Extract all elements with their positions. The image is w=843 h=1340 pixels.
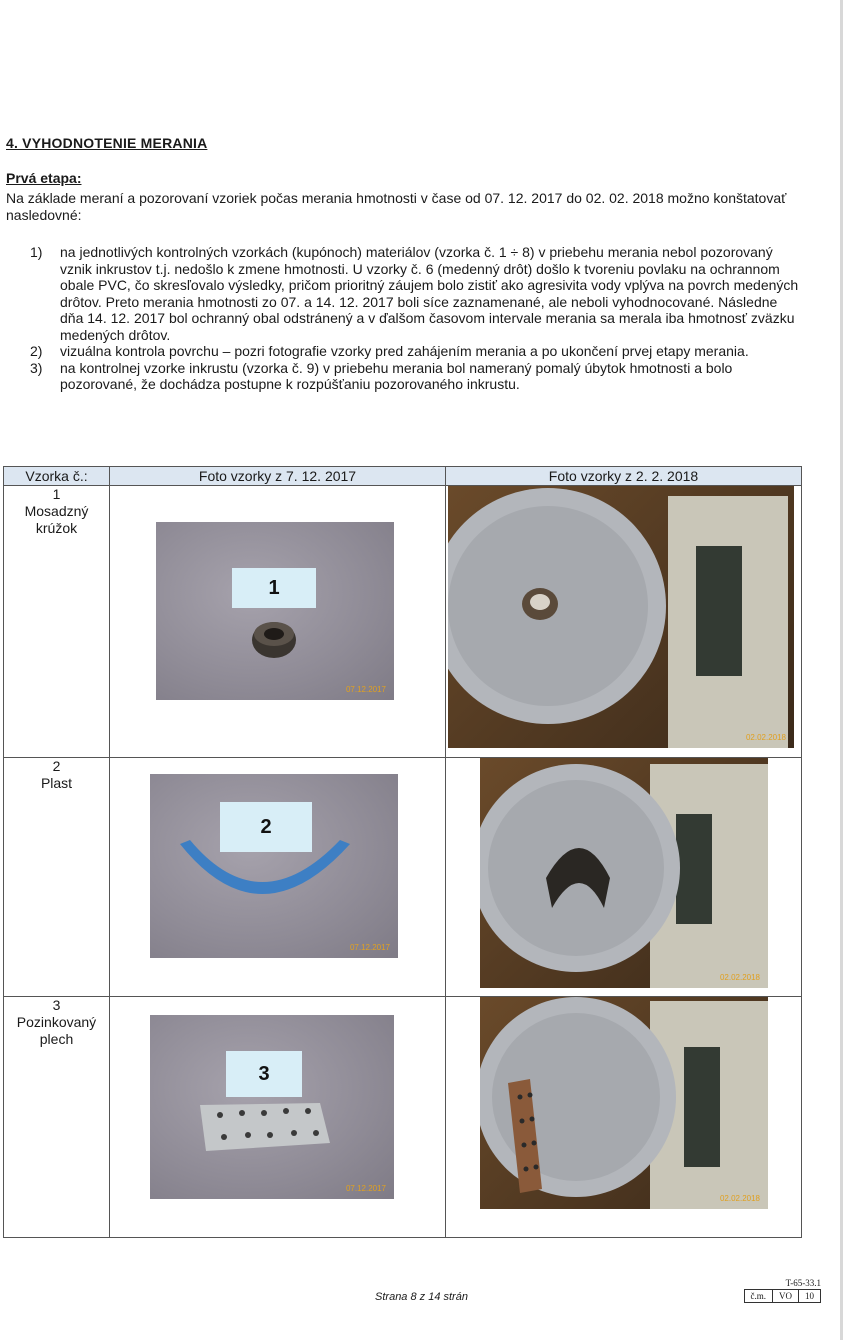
table-row bbox=[4, 486, 802, 758]
sample-photo-after bbox=[480, 758, 768, 988]
photo-after-cell bbox=[446, 486, 802, 758]
finding-text: vizuálna kontrola povrchu – pozri fotografie vzorky pred zahájením merania a po ukončení prvej etapy merania. bbox=[60, 343, 749, 359]
sample-number: 3 bbox=[52, 997, 61, 1013]
photo-before-cell bbox=[110, 758, 446, 997]
intro-paragraph: Na základe meraní a pozorovaní vzoriek počas merania hmotnosti v čase od 07. 12. 2017 do 02. 02. 2018 možno konštatovať nasledovné: bbox=[6, 190, 787, 223]
document-code: T-65-33.1 bbox=[785, 1278, 821, 1288]
sample-photo-after bbox=[480, 997, 768, 1209]
photo-date-stamp: 02.02.2018 bbox=[719, 1194, 760, 1203]
page-number: Strana 8 z 14 strán bbox=[375, 1291, 468, 1303]
sample-photo-before bbox=[150, 774, 398, 958]
photo-date-stamp: 07.12.2017 bbox=[345, 685, 386, 694]
sample-number-card: 1 bbox=[232, 568, 316, 608]
table-row bbox=[4, 758, 802, 997]
sample-number-card: 3 bbox=[226, 1051, 302, 1097]
plastic-strip-shape bbox=[150, 774, 398, 958]
header-sample-number: Vzorka č.: bbox=[4, 467, 110, 486]
photo-date-stamp: 07.12.2017 bbox=[349, 943, 390, 952]
sample-number-card: 2 bbox=[220, 802, 312, 852]
table-header-row bbox=[4, 467, 802, 486]
scale-with-sample-shape bbox=[480, 997, 768, 1209]
sample-number: 2 bbox=[52, 758, 61, 774]
finding-text: na kontrolnej vzorke inkrustu (vzorka č. 9) v priebehu merania bol nameraný pomalý úbytok hmotnosti a bolo pozorované, že dochádza postupne k rozpúšťaniu pozorovaného inkrustu. bbox=[60, 359, 733, 392]
scale-with-sample-shape bbox=[480, 758, 768, 988]
finding-item bbox=[30, 244, 800, 343]
document-code-block bbox=[744, 1278, 822, 1303]
document-code-box bbox=[744, 1289, 822, 1303]
photo-date-stamp: 07.12.2017 bbox=[345, 1184, 386, 1193]
scale-with-sample-shape bbox=[448, 486, 794, 748]
finding-number: 2) bbox=[30, 343, 43, 359]
table-row bbox=[4, 997, 802, 1238]
sample-photo-after bbox=[448, 486, 794, 748]
sample-label-cell bbox=[4, 758, 110, 997]
header-photo-before: Foto vzorky z 7. 12. 2017 bbox=[110, 467, 446, 486]
finding-number: 1) bbox=[30, 244, 43, 260]
sample-name: Plast bbox=[40, 775, 73, 791]
samples-table bbox=[3, 466, 802, 1238]
brass-ring-shape bbox=[156, 522, 394, 700]
photo-date-stamp: 02.02.2018 bbox=[745, 733, 786, 742]
zinc-plate-shape bbox=[150, 1015, 394, 1199]
photo-after-cell bbox=[446, 997, 802, 1238]
finding-text: na jednotlivých kontrolných vzorkách (kupónoch) materiálov (vzorka č. 1 ÷ 8) v priebehu merania nebol pozorovaný vznik inkrustov t.j. nedošlo k zmene hmotnosti. U vzorky č. 6 (medenný drôt) došlo k tvoreniu povlaku na ochrannom obale PVC, čo skresľovalo výsledky, pričom prioritný záujem bolo zistiť ako agresivita vody vplýva na povrch medených drôtov. Preto merania hmotnosti zo 07. a 14. 12. 2017 boli síce zaznamenané, ale neboli vyhodnocované. Následne dňa 14. 12. 2017 bol ochranný obal odstránený a v ďalšom časovom intervale merania sa merala iba hmotnosť zväzku medených drôtov. bbox=[60, 244, 799, 343]
stage-title: Prvá etapa: bbox=[6, 170, 82, 186]
doc-box-cell: VO bbox=[772, 1290, 798, 1302]
photo-after-cell bbox=[446, 758, 802, 997]
photo-before-cell bbox=[110, 486, 446, 758]
sample-name: Pozinkovaný plech bbox=[16, 1014, 97, 1047]
finding-item bbox=[30, 360, 800, 393]
findings-list bbox=[30, 244, 800, 393]
sample-photo-before bbox=[150, 1015, 394, 1199]
sample-label-cell bbox=[4, 486, 110, 758]
photo-date-stamp: 02.02.2018 bbox=[719, 973, 760, 982]
doc-box-cell: 10 bbox=[798, 1290, 820, 1302]
sample-photo-before bbox=[156, 522, 394, 700]
sample-label-cell bbox=[4, 997, 110, 1238]
photo-before-cell bbox=[110, 997, 446, 1238]
finding-item bbox=[30, 343, 800, 360]
doc-box-cell: č.m. bbox=[750, 1291, 766, 1301]
header-photo-after: Foto vzorky z 2. 2. 2018 bbox=[446, 467, 802, 486]
section-heading: 4. VYHODNOTENIE MERANIA bbox=[6, 135, 208, 151]
finding-number: 3) bbox=[30, 359, 43, 376]
sample-name: Mosadzný krúžok bbox=[24, 503, 89, 536]
sample-number: 1 bbox=[52, 486, 61, 502]
